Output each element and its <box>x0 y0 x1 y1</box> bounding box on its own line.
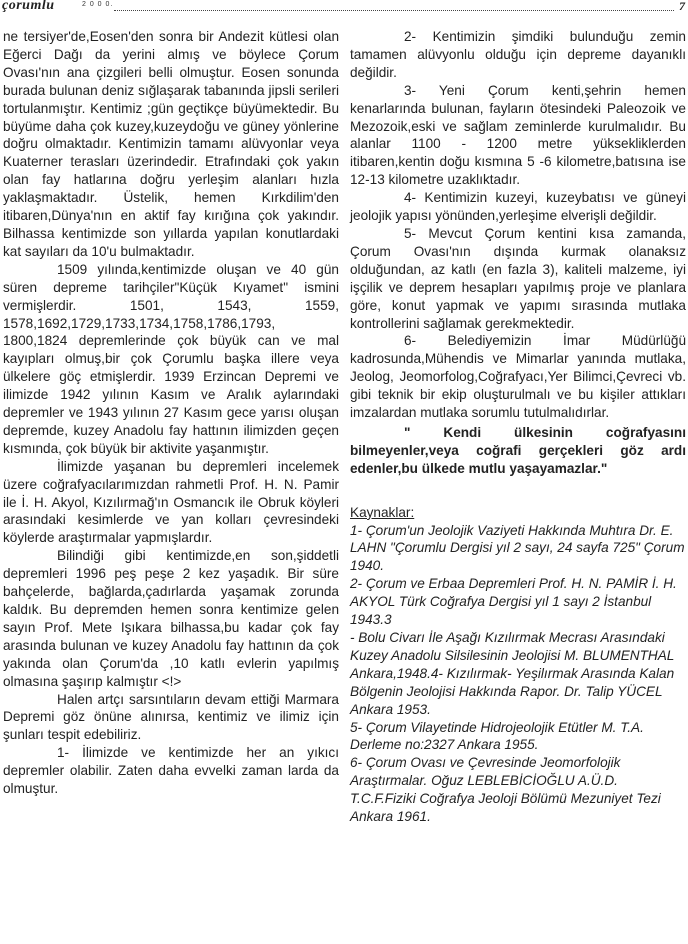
header-leader-dots <box>114 10 674 11</box>
magazine-logo: çorumlu <box>2 0 55 13</box>
paragraph: 4- Kentimizin kuzeyi, kuzeybatısı ve güneyi jeolojik yapısı yönünden,yerleşime elverişli değildir. <box>350 190 686 224</box>
reference-item: - Bolu Civarı İle Aşağı Kızılırmak Mecrası Arasındaki Kuzey Anadolu Silsilesinin Jeolojisi M. BLUMENTHAL Ankara,1948.4- Kızılırmak- Yeşilırmak Arasında Kalan Bölgenin Jeolojisi Hakkında Rapor. Dr. Talip YÜCEL Ankara 1953. <box>350 630 675 717</box>
reference-item: 1- Çorum'un Jeolojik Vaziyeti Hakkında Muhtıra Dr. E. LAHN "Çorumlu Dergisi yıl 2 sayı, 24 sayfa 725" Çorum 1940. <box>350 522 685 574</box>
reference-item: 2- Çorum ve Erbaa Depremleri Prof. H. N. PAMİR İ. H. AKYOL Türk Coğrafya Dergisi yıl 1 sayı 2 İstanbul 1943.3 <box>350 576 677 628</box>
issue-year: 2 0 0 0. <box>82 1 114 8</box>
reference-item: 5- Çorum Vilayetinde Hidrojeolojik Etütler M. T.A. Derleme no:2327 Ankara 1955. <box>350 719 644 753</box>
closing-quote: " Kendi ülkesinin coğrafyasını bilmeyenler,veya coğrafi gerçekleri göz ardı edenler,bu ülkede mutlu yaşayamazlar." <box>350 424 686 476</box>
paragraph: 2- Kentimizin şimdiki bulunduğu zemin tamamen alüvyonlu olduğu için depreme dayanıklı değildir. <box>350 29 686 80</box>
paragraph: 1- İlimizde ve kentimizde her an yıkıcı depremler olabilir. Zaten daha evvelki zaman larda da olmuştur. <box>3 745 339 797</box>
paragraph: 6- Belediyemizin İmar Müdürlüğü kadrosunda,Mühendis ve Mimarlar yanında mutlaka, Jeolog, Jeomorfolog,Coğrafyacı,Yer Bilimci,Çevreci vb. gibi teknik bir ekip oluşturulmalı ve bu kişiler attıkları imzalardan mutlaka sorumlu tutulmalıdırlar. <box>350 333 686 421</box>
references-heading: Kaynaklar: <box>350 504 415 520</box>
paragraph: 3- Yeni Çorum kenti,şehrin hemen kenarlarında bulunan, fayların ötesindeki Paleozoik ve Mezozoik,eski ve sağlam zeminlerde kurulmalıdır. Bu alanlar 1100 - 1200 metre yüksekliklerden itibaren,kentin doğu kısmına 5 -6 kilometre,batısına ise 12-13 kilometre uzaklıktadır. <box>350 82 686 188</box>
paragraph: 5- Mevcut Çorum kentini kısa zamanda, Çorum Ovası'nın dışında kurmak olanaksız olduğundan, az katlı (en fazla 3), kaliteli malzeme, iyi işçilik ve deprem hesapları yapılmış proje ve planlara göre, konut yapmak ve yapımı sırasında mutlaka kontrollerini sağlamak gerekmektedir. <box>350 225 686 331</box>
reference-item: 6- Çorum Ovası ve Çevresinde Jeomorfolojik Araştırmalar. Oğuz LEBLEBİCİOĞLU A.Ü.D. T.C.F.Fiziki Coğrafya Jeoloji Bölümü Mezuniyet Tezi Ankara 1961. <box>350 755 661 825</box>
paragraph: İlimizde yaşanan bu depremleri incelemek üzere coğrafyacılarımızdan rahmetli Prof. H. N. Pamir ile İ. H. Akyol, Kızılırmağ'ın Osmancık ile Obruk köyleri arasındaki kesimlerde ve yan kolları çevresindeki köylerde araştırmalar yapmışlardır. <box>3 458 339 546</box>
left-column <box>3 28 339 798</box>
paragraph: Bilindiği gibi kentimizde,en son,şiddetli depremleri 1996 peş peşe 2 kez yaşadık. Bir süre bahçelerde, bağlarda,çadırlarda yaşamak zorunda kaldık. Bu depremden hemen sonra kentimize gelen sayın Prof. Mete Işıkara bilhassa,bu kadar çok fay arasında bulunan ve kuzey Anadolu fay hattının da çok yakında olan Çorum'da ,10 katlı evlerin yapılmış olmasına şaşırıp kalmıştır <!> <box>3 548 339 689</box>
paragraph: ne tersiyer'de,Eosen'den sonra bir Andezit kütlesi olan Eğerci Dağı da yerini almış ve böylece Çorum Ovası'nın ana çizgileri belli olmuştur. Eosen sonunda burada bulunan deniz sığlaşarak tabanında jipsli serileri tortulanmıştır. Kentimiz ;gün geçtikçe büyümektedir. Bu büyüme daha çok kuzey,kuzeydoğu ve güney yönlerine doğru olmaktadır. Kentimizin tamamı alüvyonlar veya Kuaterner terasları üzerindedir. Etrafındaki çok yakın olan fay hatlarına doğru yerleşim alanları hızla yaklaşmaktadır. Üstelik, hemen Kırkdilim'den itibaren,Dünya'nın en aktif fay kırığına çok yakındır. Bilhassa kentimizde son yıllarda yapılan konutlardaki kat sayıları da 10'u bulmaktadır. <box>3 29 339 259</box>
right-column <box>350 28 686 826</box>
paragraph: Halen artçı sarsıntıların devam ettiği Marmara Depremi göz önüne alınırsa, kentimiz ve ilimiz için şunları tespit edebiliriz. <box>3 691 339 743</box>
paragraph: 1509 yılında,kentimizde oluşan ve 40 gün süren depreme tarihçiler"Küçük Kıyamet" ismini vermişlerdir. 1501, 1543, 1559, 1578,1692,1729,1733,1734,1758,1786,1793, 1800,1824 depremlerinde çok büyük can ve mal kayıpları olmuş,bir çok Çorumlu başka illere veya ülkelere göç etmişlerdir. 1939 Erzincan Depremi ve ilimizde 1942 yılının Kasım ve Aralık aylarındaki depremler ve 1943 yılının 27 Kasım gece yarısı oluşan depremde, kuzey Anadolu fay hattının ilimizden geçen kısmında, çok büyük bir aktivite yaşanmıştır. <box>3 261 339 456</box>
page-number: 7 <box>679 0 685 13</box>
page-header <box>0 0 688 16</box>
